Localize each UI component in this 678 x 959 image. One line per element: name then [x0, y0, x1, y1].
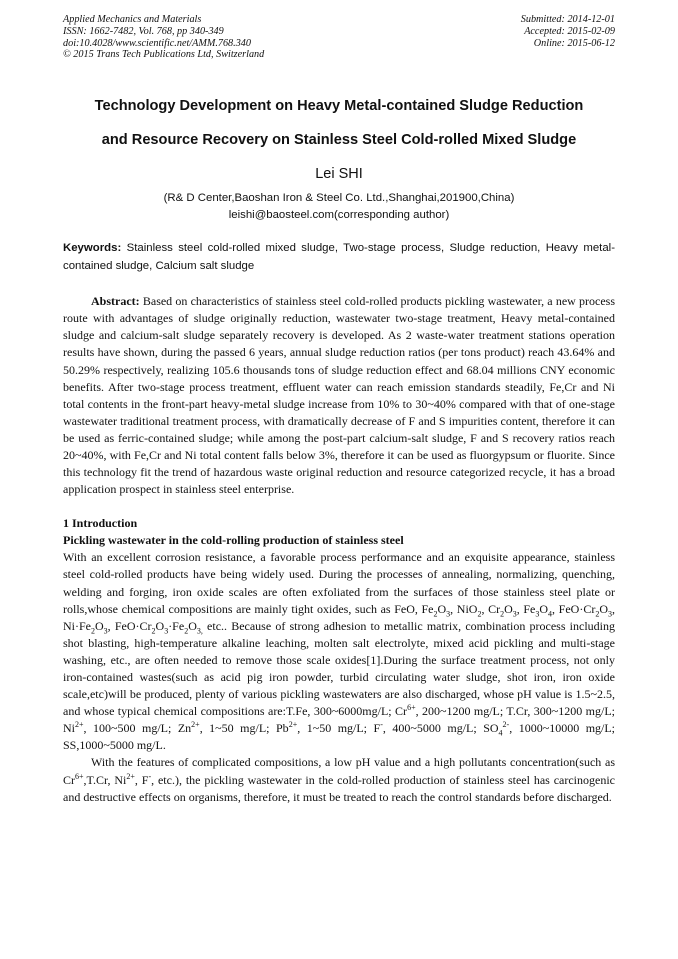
- text-run: O: [437, 601, 447, 616]
- subscript: 2: [91, 626, 95, 636]
- text-run: O: [599, 601, 609, 616]
- paper-title: [63, 89, 615, 157]
- superscript: 2-: [502, 720, 510, 730]
- text-run: , FeO·Cr: [552, 601, 596, 616]
- text-run: etc.. Because of strong adhesion to metallic matrix, combination process including shot blasting, high-temperature alkaline leaching, molten salt electrolyte, mixed acid pickling and multi-stage washing, etc., are often needed to remove those scale oxides[1].During the surface treatment process, not only iron-contained wastes(such as acid pig iron powder, turbid circulating water sludge, shot iron, iron oxide scale,etc)will be produced, plenty of various pickling wastewaters are also discharged, whose pH value is 1.5~2.5, and whose typical chemical compositions are:T.Fe, 300~6000mg/L; Cr: [63, 618, 615, 719]
- header-left: [63, 14, 264, 61]
- copyright-line: © 2015 Trans Tech Publications Ltd, Switzerland: [63, 49, 265, 61]
- subscript: 3: [535, 608, 540, 618]
- text-run: , Ni·Fe: [63, 601, 616, 633]
- subscript: 4: [498, 728, 503, 738]
- subscript: 2: [500, 608, 505, 618]
- superscript: 2+: [191, 720, 200, 730]
- text-run: With the features of complicated compositions, a low pH value and a high pollutants concentration(such as Cr: [63, 755, 615, 787]
- subscript: 3: [103, 626, 108, 636]
- superscript: -: [380, 720, 383, 730]
- header-right: [521, 14, 615, 61]
- text-run: , 1000~10000 mg/L; SS,1000~5000 mg/L.: [63, 721, 616, 753]
- journal-header: [63, 14, 615, 61]
- text-run: , 1~50 mg/L; Pb: [199, 721, 289, 736]
- subscript: 2: [433, 608, 438, 618]
- affiliation: (R& D Center,Baoshan Iron & Steel Co. Ltd.,Shanghai,201900,China): [163, 192, 515, 205]
- title-line-1: Technology Development on Heavy Metal-contained Sludge Reduction: [94, 98, 584, 115]
- text-run: O: [188, 618, 197, 633]
- doi-line: doi:10.4028/www.scientific.net/AMM.768.340: [63, 37, 251, 49]
- text-run: O: [504, 601, 513, 616]
- text-run: , 400~5000 mg/L; SO: [382, 721, 499, 736]
- superscript: 6+: [75, 771, 84, 781]
- journal-name: Applied Mechanics and Materials: [63, 14, 202, 25]
- superscript: 6+: [407, 703, 416, 713]
- superscript: 2+: [75, 720, 84, 730]
- text-run: O: [539, 601, 549, 616]
- keywords-block: [63, 240, 615, 275]
- text-run: With an excellent corrosion resistance, a favorable process performance and an exquisite appearance, stainless steel cold-rolled products have being widely used. During the processes of annealing, normalizing, quenching, welding and forging, iron oxide scales are often exfoliated from the surfaces of those stainless steel plate or rolls,whose chemical compositions are mainly tight oxides, such as FeO, Fe: [63, 550, 615, 616]
- affiliation-block: [63, 190, 615, 224]
- superscript: -: [148, 771, 152, 781]
- subscript: 4: [548, 608, 553, 618]
- online-date: Online: 2015-06-12: [533, 37, 615, 49]
- text-run: , F: [134, 772, 149, 787]
- text-run: , Fe: [516, 601, 536, 616]
- text-run: , 100~500 mg/L; Zn: [83, 721, 192, 736]
- intro-paragraph-1: [63, 549, 615, 754]
- author-email: leishi@baosteel.com(corresponding author): [228, 209, 450, 222]
- text-run: ·Fe: [168, 618, 185, 633]
- text-run: , NiO: [450, 601, 478, 616]
- text-run: , etc.), the pickling wastewater in the cold-rolled production of stainless steel has carcinogenic and destructive effects on organisms, therefore, it must be treated to reach the control standards before discharged.: [63, 772, 615, 804]
- section-heading: 1 Introduction: [63, 516, 138, 531]
- subscript: 3: [512, 608, 517, 618]
- text-run: O: [155, 618, 165, 633]
- subscript: 2: [184, 626, 189, 636]
- subscript: 3: [446, 608, 451, 618]
- keywords-label: Keywords:: [63, 242, 122, 255]
- abstract-label: Abstract:: [91, 294, 140, 309]
- superscript: 2+: [288, 720, 298, 730]
- subscript: 3,: [196, 626, 203, 636]
- author-name: Lei SHI: [315, 166, 363, 183]
- superscript: 2+: [126, 771, 135, 781]
- abstract-block: [63, 293, 615, 498]
- subscript: 2: [151, 626, 156, 636]
- title-line-2: and Resource Recovery on Stainless Steel Cold-rolled Mixed Sludge: [101, 132, 577, 149]
- accepted-date: Accepted: 2015-02-09: [524, 25, 615, 37]
- text-run: , 200~1200 mg/L; T.Cr, 300~1200 mg/L; Ni: [63, 704, 616, 736]
- text-run: ,T.Cr, Ni: [83, 772, 127, 787]
- issn-line: ISSN: 1662-7482, Vol. 768, pp 340-349: [63, 25, 224, 37]
- subscript: 3: [608, 608, 613, 618]
- subscript: 3: [164, 626, 169, 636]
- text-run: O: [95, 618, 104, 633]
- subscript: 2: [477, 608, 482, 618]
- subsection-heading: Pickling wastewater in the cold-rolling production of stainless steel: [63, 533, 404, 548]
- intro-paragraph-2: [63, 754, 615, 805]
- subscript: 2: [595, 608, 600, 618]
- text-run: , 1~50 mg/L; F: [297, 721, 381, 736]
- abstract-text: Based on characteristics of stainless steel cold-rolled products pickling wastewater, a new process route with advantages of sludge originally reduction, wastewater two-stage treatment, Heavy metal-contained sludge and calcium-salt sludge separately recovery is developed. As 2 waste-water treatment stations operation results have shown, during the passed 6 years, annual sludge reduction ratios (per tons product) reach 43.64% and 50.29% respectively, realizing 105.6 thousands tons of sludge reduction effect and 68.04 millions CNY economic benefits. After two-stage process treatment, effluent water can reach emission standards steadily, Fe,Cr and Ni total contents in the front-part heavy-metal sludge increase from 10% to 30~40% compared with that of one-stage wastewater traditional treatment process, with dramatically decrease of F and S impurities content, therefore it can be used as ferric-contained sludge; while among the post-part calcium-salt sludge, F and S recovery ratios reach 20~40%, with Fe,Cr and Ni total content falls below 3%, therefore it can be used as fluorgypsum or fluorite. Since this technology fit the trend of hazardous waste original reduction and resource categorized recycle, it has a broad application prospect in stainless steel enterprise.: [63, 294, 615, 497]
- submitted-date: Submitted: 2014-12-01: [520, 14, 615, 25]
- text-run: , Cr: [481, 601, 501, 616]
- text-run: , FeO·Cr: [107, 618, 152, 633]
- keywords-text: Stainless steel cold-rolled mixed sludge, Two-stage process, Sludge reduction, Heavy metal-contained sludge, Calcium salt sludge: [63, 242, 616, 272]
